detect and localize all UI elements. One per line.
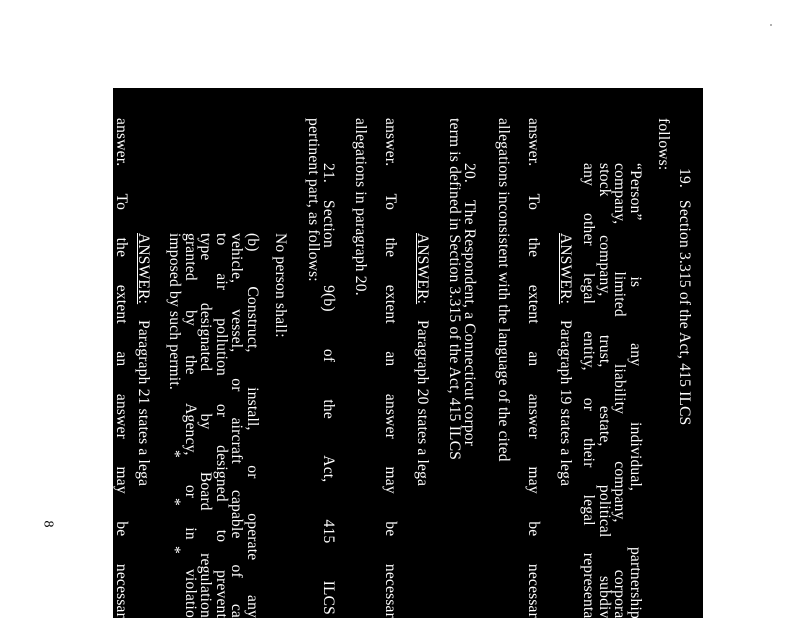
p20-continuation: term is defined in Section 3.315 of the Act, 415 ILCS [446,118,463,461]
p19-answer-line: answer. To the extent an answer may be necessar [525,118,542,618]
p19-quote-line: any other legal entity, or their legal representat [580,163,598,623]
p20-answer-text: Paragraph 20 states a lega [414,320,431,487]
ellipsis-star: * [166,450,183,458]
p19-number: 19. [676,168,693,188]
ellipsis-star: * [166,498,183,506]
ellipsis-star: * [166,546,183,554]
rotated-page-text [97,88,703,623]
p19-quote-line: stock company, trust, estate, political subdivi [596,163,613,623]
page-number: 8 [40,520,56,528]
p19-answer-text: Paragraph 19 states a lega [557,320,574,487]
p19-answer-label: ANSWER: [557,233,574,305]
scanned-document [97,88,703,623]
p21-quote-line: (b) Construct, install, or operate any [244,233,261,618]
p19-answer-line: allegations inconsistent with the language of the cited [495,118,512,462]
p21-answer-line: allegations inconsistent with the language of the cited [97,118,114,462]
p21-number: 21. [320,163,337,183]
p20-answer-label: ANSWER: [414,233,431,305]
p21-quote-line: type designated by Board regulation [197,233,215,618]
p20-text: The Respondent, a Connecticut corpor [461,200,478,447]
p19-quote-line: company, limited liability company, corporat [611,163,629,623]
p21-quote-line: vehicle, vessel, or aircraft capable of ca [228,233,246,618]
p21-quote-line: granted by the Agency, or in violatio [182,233,199,618]
p20-answer-line: answer. To the extent an answer may be necessar [382,118,399,618]
p21-text: Section 9(b) of the Act, 415 ILCS [320,200,337,615]
p20-answer-line: allegations in paragraph 20. [352,118,369,296]
p21-quote-line: to air pollution or designed to prevent [213,233,230,618]
p19-continuation: follows: [655,118,672,171]
p21-continuation: pertinent part, as follows: [305,118,322,282]
p21-answer-line: answer. To the extent an answer may be necessar [113,118,130,618]
p21-quote-intro: No person shall: [272,233,289,338]
p21-answer-label: ANSWER: [135,233,152,305]
p21-answer-text: Paragraph 21 states a lega [135,320,152,487]
p20-number: 20. [461,163,478,183]
scan-speck [770,24,772,26]
p19-quote-line: “Person” is any individual, partnership, [627,163,644,623]
p21-quote-line: imposed by such permit. [166,233,184,390]
p19-intro-text: Section 3.315 of the Act, 415 ILCS [676,200,693,426]
